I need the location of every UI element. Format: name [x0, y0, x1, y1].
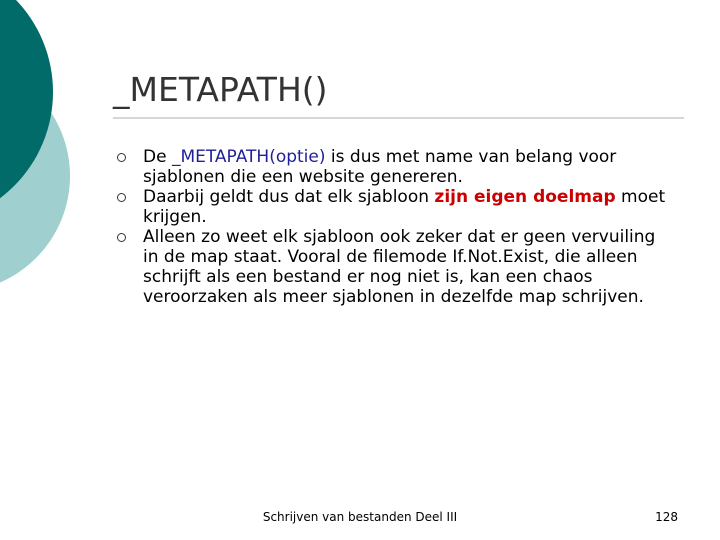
bullet-list	[114, 147, 674, 307]
bullet-circle-icon	[117, 193, 126, 202]
slide-footer: Schrijven van bestanden Deel III	[262, 510, 458, 524]
bullet-text: is dus met name van belang voor sjablonen die een website genereren.	[143, 147, 617, 187]
code-reference: _METAPATH(optie)	[171, 147, 326, 167]
decorative-circles	[0, 0, 120, 300]
bullet-circle-icon	[117, 153, 126, 162]
bullet-circle-icon	[117, 233, 126, 242]
bullet-text: Alleen zo weet elk sjabloon ook zeker dat er geen vervuiling in de map staat. Vooral de filemode If.Not.Exist, die alleen schrijft als een bestand er nog niet is, kan een chaos veroorzaken als meer sjablonen in dezelfde map schrijven.	[143, 227, 656, 307]
title-divider	[113, 117, 684, 119]
slide-title: _METAPATH()	[113, 70, 328, 109]
bullet-text: moet krijgen.	[143, 187, 666, 227]
emphasized-text: zijn eigen doelmap	[434, 187, 616, 207]
bullet-item	[114, 227, 674, 307]
bullet-text: De	[143, 147, 172, 167]
page-number: 128	[655, 510, 678, 524]
bullet-text: Daarbij geldt dus dat elk sjabloon	[143, 187, 435, 207]
bullet-item	[114, 147, 674, 187]
bullet-item	[114, 187, 674, 227]
